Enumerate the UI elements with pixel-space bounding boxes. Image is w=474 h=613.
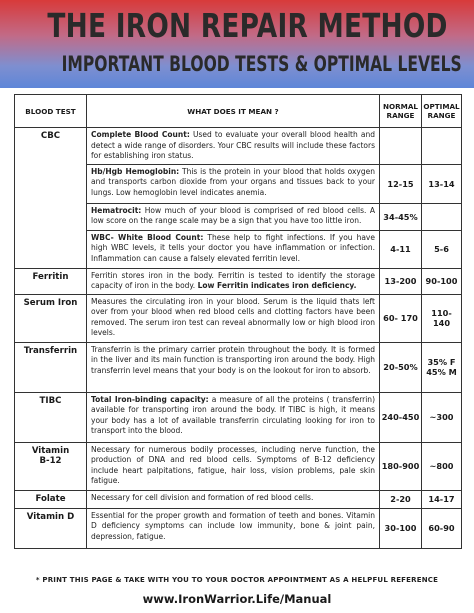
test-description xyxy=(87,342,380,392)
test-description-text: Necessary for cell division and formation of red blood cells. xyxy=(91,492,314,502)
test-description xyxy=(87,164,380,203)
optimal-range: 110-140 xyxy=(422,294,462,342)
column-header-optimal: OPTIMAL RANGE xyxy=(422,95,462,128)
test-description xyxy=(87,268,380,294)
test-name: Transferrin xyxy=(15,342,87,392)
test-description-text: Essential for the proper growth and formation of teeth and bones. Vitamin D deficiency symptoms can include low immunity, bone & joint pain, depression, fatigue. xyxy=(91,510,375,541)
table-body xyxy=(15,128,462,549)
page-title: THE IRON REPAIR METHOD xyxy=(47,6,448,45)
optimal-range: 14-17 xyxy=(422,490,462,508)
website-link[interactable]: www.IronWarrior.Life/Manual xyxy=(142,592,332,606)
test-description-text: Measures the circulating iron in your blood. Serum is the liquid thats left over from your blood when red blood cells and clotting factors have been removed. The serum iron test can reveal abnormally low or high blood iron levels. xyxy=(91,296,375,337)
table-row xyxy=(15,342,462,392)
test-name: TIBC xyxy=(15,392,87,442)
test-name: Vitamin B-12 xyxy=(15,442,87,490)
normal-range: 13-200 xyxy=(380,268,422,294)
test-term: Hb/Hgb Hemoglobin: xyxy=(91,166,180,176)
blood-tests-table xyxy=(14,94,462,549)
normal-range: 34-45% xyxy=(380,203,422,230)
table-row xyxy=(15,294,462,342)
test-term: Total Iron-binding capacity: xyxy=(91,394,209,404)
normal-range: 4-11 xyxy=(380,230,422,268)
optimal-range: 60-90 xyxy=(422,508,462,548)
column-header-meaning: WHAT DOES IT MEAN ? xyxy=(87,95,380,128)
optimal-range: ~300 xyxy=(422,392,462,442)
test-description-text: Transferrin is the primary carrier protein throughout the body. It is formed in the liver and its main function is transporting iron around the body. High transferrin level means that your body is on the lookout for iron to absorb. xyxy=(91,344,375,375)
test-description xyxy=(87,442,380,490)
optimal-range xyxy=(422,128,462,165)
page-subtitle: IMPORTANT BLOOD TESTS & OPTIMAL LEVELS xyxy=(61,52,462,76)
normal-range: 240-450 xyxy=(380,392,422,442)
test-description xyxy=(87,392,380,442)
test-description-text: These help to fight infections. If you have high WBC levels, it tells your doctor you have inflammation or infection. Inflammation can cause a falsely elevated ferritin level. xyxy=(91,232,375,263)
test-description xyxy=(87,508,380,548)
test-term: Complete Blood Count: xyxy=(91,130,190,139)
test-term: Hematrocit: xyxy=(91,205,142,215)
test-description-text: This is the protein in your blood that holds oxygen and transports carbon dioxide from your organs and tissues back to your lungs. Low hemoglobin level indicates anemia. xyxy=(91,166,375,197)
print-note: * PRINT THIS PAGE & TAKE WITH YOU TO YOUR DOCTOR APPOINTMENT AS A HELPFUL REFERENCE xyxy=(35,576,439,584)
test-description-text: Ferritin stores iron in the body. Ferritin is tested to identify the storage capacity of iron in the body. xyxy=(91,270,375,290)
optimal-range: ~800 xyxy=(422,442,462,490)
test-description-text: Used to evaluate your overall blood health and detect a wide range of disorders. Your CBC results will include these factors for establishing iron status. xyxy=(91,130,375,160)
table-row xyxy=(15,442,462,490)
test-description xyxy=(87,128,380,165)
table-row xyxy=(15,508,462,548)
table-row xyxy=(15,490,462,508)
normal-range xyxy=(380,128,422,165)
optimal-range: 5-6 xyxy=(422,230,462,268)
optimal-range: 90-100 xyxy=(422,268,462,294)
table-header-row xyxy=(15,95,462,128)
normal-range: 30-100 xyxy=(380,508,422,548)
test-name: Serum Iron xyxy=(15,294,87,342)
test-name: Vitamin D xyxy=(15,508,87,548)
test-description-emphasis: Low Ferritin indicates iron deficiency. xyxy=(197,281,357,290)
table-row xyxy=(15,392,462,442)
test-description xyxy=(87,230,380,268)
test-description-text: How much of your blood is comprised of red blood cells. A low score on the range scale may be a sign that you have too little iron. xyxy=(91,205,375,225)
optimal-range: 35% F 45% M xyxy=(422,342,462,392)
normal-range: 180-900 xyxy=(380,442,422,490)
column-header-test: BLOOD TEST xyxy=(15,95,87,128)
test-name: Folate xyxy=(15,490,87,508)
table-row xyxy=(15,128,462,165)
test-name: CBC xyxy=(15,128,87,269)
column-header-normal: NORMAL RANGE xyxy=(380,95,422,128)
normal-range: 12-15 xyxy=(380,164,422,203)
test-description xyxy=(87,490,380,508)
test-description-text: Necessary for numerous bodily processes, including nerve function, the production of DNA and red blood cells. Symptoms of B-12 deficiency include heart palpitations, fatigue, hair loss, vision problems, pale skin fatigue. xyxy=(91,444,375,485)
test-term: WBC- White Blood Count: xyxy=(91,232,204,242)
test-description xyxy=(87,203,380,230)
optimal-range: 13-14 xyxy=(422,164,462,203)
optimal-range xyxy=(422,203,462,230)
normal-range: 60- 170 xyxy=(380,294,422,342)
normal-range: 2-20 xyxy=(380,490,422,508)
table-row xyxy=(15,268,462,294)
test-name: Ferritin xyxy=(15,268,87,294)
normal-range: 20-50% xyxy=(380,342,422,392)
test-description xyxy=(87,294,380,342)
test-description-text: a measure of all the proteins ( transferrin) available for transporting iron around the body. If TIBC is high, it means your body has a lot of available transferrin circulating looking for iron to transport into the blood. xyxy=(91,394,375,435)
